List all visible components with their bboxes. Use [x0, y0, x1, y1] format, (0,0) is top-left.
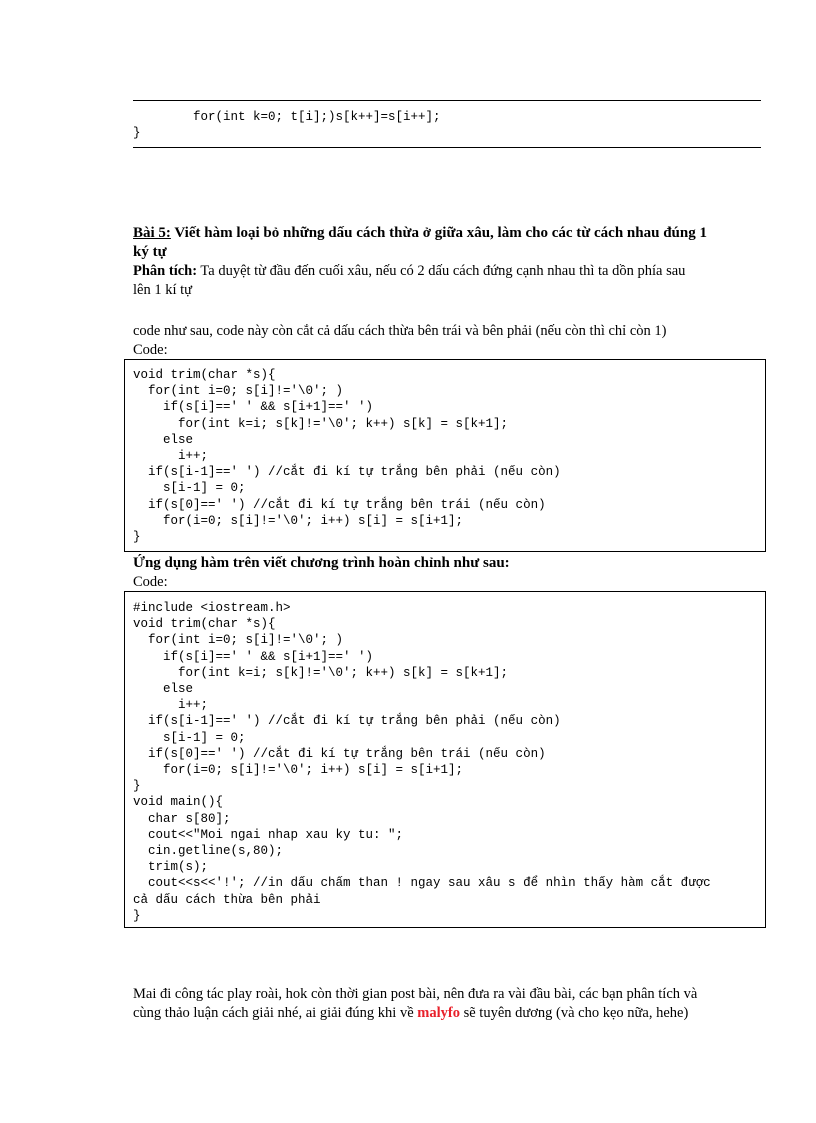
code-line: i++; [133, 698, 209, 713]
code-line: cout<<"Moi ngai nhap xau ky tu: "; [133, 827, 404, 842]
code-line: else [133, 432, 194, 447]
code-line: char s[80]; [133, 811, 231, 826]
code-line: else [133, 682, 194, 697]
code-line: } [133, 779, 141, 794]
code-line: if(s[i-1]==' ') //cắt đi kí tự trắng bên phải (nếu còn) [133, 714, 561, 729]
code-line: s[i-1] = 0; [133, 730, 246, 745]
analysis-label: Phân tích: [133, 263, 198, 279]
bottom-rule [133, 147, 761, 148]
note-block [133, 322, 773, 360]
code-line: } [133, 530, 141, 545]
code-line: s[i-1] = 0; [133, 481, 246, 496]
closing-line-1: Mai đi công tác play roài, hok còn thời gian post bài, nên đưa ra vài đầu bài, các bạn phân tích và [133, 986, 698, 1002]
code-block-2 [124, 591, 766, 928]
code-line: if(s[0]==' ') //cắt đi kí tự trắng bên trái (nếu còn) [133, 497, 546, 512]
application-block [133, 554, 773, 592]
exercise-label: Bài 5: [133, 225, 171, 241]
code-line: i++; [133, 449, 209, 464]
code-line: void trim(char *s){ [133, 617, 276, 632]
closing-line-2-end: sẽ tuyên dương (và cho kẹo nữa, hehe) [459, 1005, 689, 1021]
code-line: } [133, 908, 141, 923]
code-line: cout<<s<<'!'; //in dấu chấm than ! ngay sau xâu s để nhìn thấy hàm cắt được [133, 876, 711, 891]
top-code-snippet [133, 109, 441, 141]
closing-paragraph [133, 985, 773, 1023]
code-line: for(i=0; s[i]!='\0'; i++) s[i] = s[i+1]; [133, 513, 464, 528]
analysis-text: Ta duyệt từ đầu đến cuối xâu, nếu có 2 dấu cách đứng cạnh nhau thì ta dồn phía sau [197, 263, 686, 279]
analysis-text-cont: lên 1 kí tự [133, 282, 193, 298]
code-line: for(i=0; s[i]!='\0'; i++) s[i] = s[i+1]; [133, 763, 464, 778]
code-line: void main(){ [133, 795, 224, 810]
author-name: malyfo [417, 1005, 460, 1021]
note-line: code như sau, code này còn cắt cả dấu cách thừa bên trái và bên phải (nếu còn thì chỉ còn 1) [133, 323, 667, 339]
code-line: if(s[i]==' ' && s[i+1]==' ') [133, 400, 374, 415]
code-block-1 [124, 359, 766, 552]
code-line: if(s[0]==' ') //cắt đi kí tự trắng bên trái (nếu còn) [133, 746, 546, 761]
code-label-2: Code: [133, 574, 168, 590]
code-line: for(int k=i; s[k]!='\0'; k++) s[k] = s[k+1]; [133, 416, 509, 431]
exercise-title-cont: ký tự [133, 244, 167, 260]
closing-line-2-start: cùng thảo luận cách giải nhé, ai giải đúng khi về [133, 1005, 418, 1021]
code-line: for(int k=i; s[k]!='\0'; k++) s[k] = s[k+1]; [133, 665, 509, 680]
code-label-1: Code: [133, 342, 168, 358]
code-line: void trim(char *s){ [133, 368, 276, 382]
top-rule [133, 100, 761, 101]
code-line: if(s[i]==' ' && s[i+1]==' ') [133, 649, 374, 664]
application-heading: Ứng dụng hàm trên viết chương trình hoàn chỉnh như sau: [133, 555, 510, 571]
code-line: for(int i=0; s[i]!='\0'; ) [133, 384, 344, 399]
code-line: } [133, 126, 141, 141]
code-line: if(s[i-1]==' ') //cắt đi kí tự trắng bên phải (nếu còn) [133, 465, 561, 480]
exercise-title: Viết hàm loại bỏ những dấu cách thừa ở giữa xâu, làm cho các từ cách nhau đúng 1 [170, 225, 707, 241]
code-line: cả dấu cách thừa bên phải [133, 892, 321, 907]
code-line: for(int k=0; t[i];)s[k++]=s[i++]; [133, 110, 441, 124]
code-line: cin.getline(s,80); [133, 844, 284, 859]
exercise-heading [133, 224, 763, 300]
code-line: for(int i=0; s[i]!='\0'; ) [133, 633, 344, 648]
code-line: trim(s); [133, 860, 209, 875]
code-line: #include <iostream.h> [133, 601, 291, 615]
